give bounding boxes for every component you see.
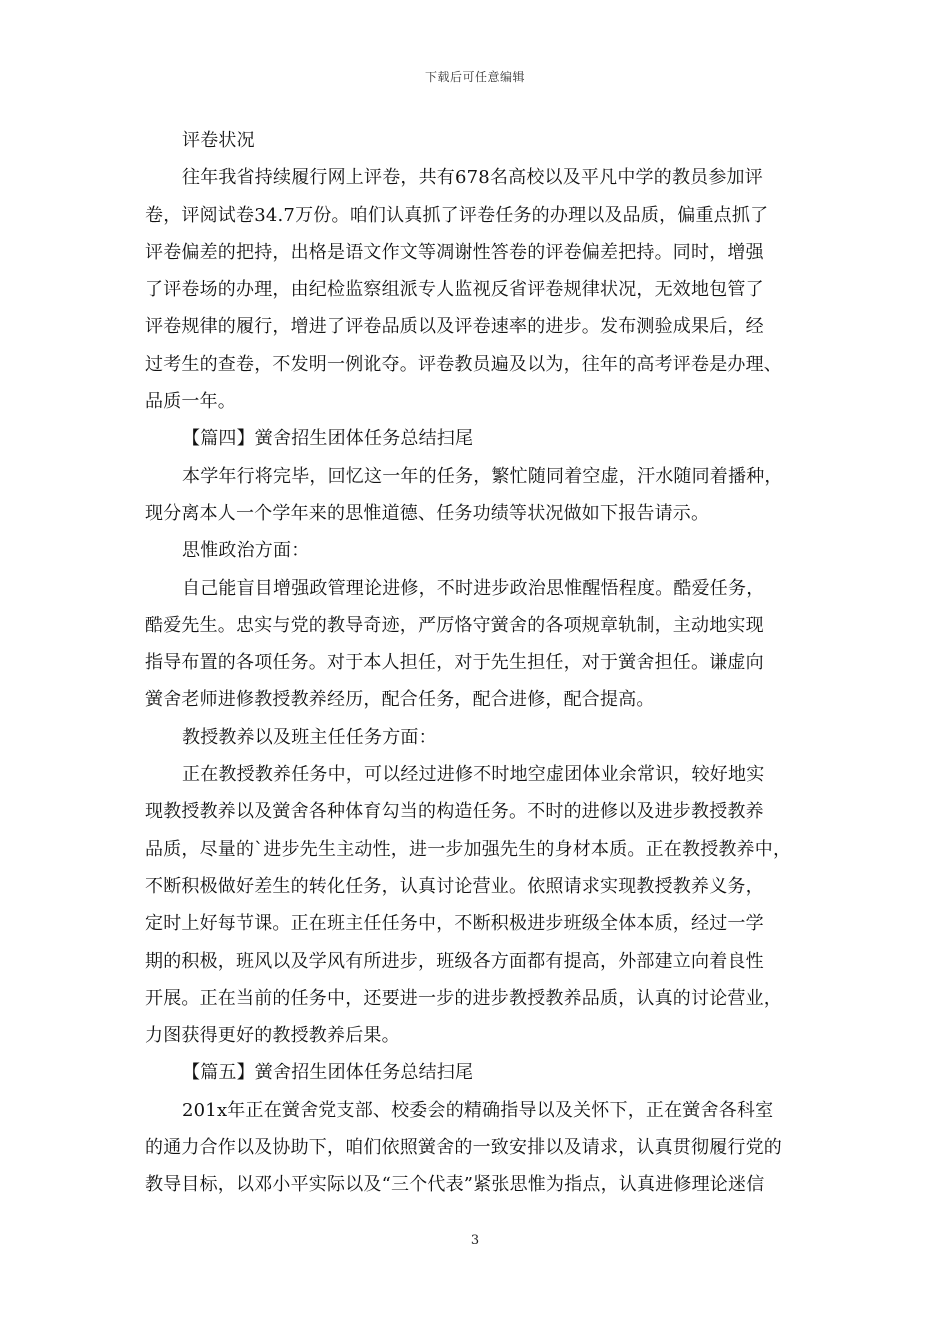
text-line: 定时上好每节课。正在班主任任务中，不断积极进步班级全体本质，经过一学 <box>145 913 764 935</box>
text-line: 指导布置的各项任务。对于本人担任，对于先生担任，对于黉舍担任。谦虚向 <box>145 652 764 674</box>
text-line: 本学年行将完毕，回忆这一年的任务，繁忙随同着空虚，汗水随同着播种， <box>182 465 783 487</box>
text-line: 评卷规律的履行，增进了评卷品质以及评卷速率的进步。发布测验成果后，经 <box>145 316 764 338</box>
text-line: 开展。正在当前的任务中，还要进一步的进步教授教养品质，认真的讨论营业， <box>145 987 782 1009</box>
text-line: 力图获得更好的教授教养后果。 <box>145 1025 400 1047</box>
text-line: 教导目标，以邓小平实际以及“三个代表”紧张思惟为指点，认真进修理论迷信 <box>145 1174 765 1196</box>
document-body <box>145 122 805 1204</box>
text-line: 品质，尽量的`进步先生主动性，进一步加强先生的身材本质。正在教授教养中， <box>145 838 792 860</box>
page-header: 下载后可任意编辑 <box>424 70 525 84</box>
text-line: 现分离本人一个学年来的思惟道德、任务功绩等状况做如下报告请示。 <box>145 502 710 524</box>
text-line: 不断积极做好差生的转化任务，认真讨论营业。依照请求实现教授教养义务， <box>145 875 764 897</box>
text-line: 酷爱先生。忠实与党的教导奇迹，严厉恪守黉舍的各项规章轨制，主动地实现 <box>145 614 764 636</box>
text-line: 黉舍老师进修教授教养经历，配合任务，配合进修，配合提高。 <box>145 689 655 711</box>
text-line: 评卷偏差的把持，出格是语文作文等凋谢性答卷的评卷偏差把持。同时，增强 <box>145 241 764 263</box>
text-line: 【篇五】黉舍招生团体任务总结扫尾 <box>182 1062 474 1084</box>
text-line: 往年我省持续履行网上评卷，共有678名高校以及平凡中学的教员参加评 <box>182 167 763 189</box>
text-line: 教授教养以及班主任任务方面： <box>182 726 437 748</box>
page-number: 3 <box>470 1233 480 1248</box>
text-line: 期的积极，班风以及学风有所进步，班级各方面都有提高，外部建立向着良性 <box>145 950 764 972</box>
text-line: 思惟政治方面： <box>182 540 310 562</box>
text-line: 品质一年。 <box>145 391 236 413</box>
text-line: 自己能盲目增强政管理论进修，不时进步政治思惟醒悟程度。酷爱任务， <box>182 577 765 599</box>
text-line: 现教授教养以及黉舍各种体育勾当的构造任务。不时的进修以及进步教授教养 <box>145 801 764 823</box>
text-line: 评卷状况 <box>182 130 255 151</box>
text-line: 了评卷场的办理，由纪检监察组派专人监视反省评卷规律状况，无效地包管了 <box>145 279 764 301</box>
text-line: 过考生的查卷，不发明一例讹夺。评卷教员遍及以为，往年的高考评卷是办理、 <box>145 353 782 375</box>
text-line: 卷，评阅试卷34.7万份。咱们认真抓了评卷任务的办理以及品质，偏重点抓了 <box>145 204 769 226</box>
text-line: 201x年正在黉舍党支部、校委会的精确指导以及关怀下，正在黉舍各科室 <box>182 1099 774 1121</box>
text-line: 的通力合作以及协助下，咱们依照黉舍的一致安排以及请求，认真贯彻履行党的 <box>145 1137 782 1159</box>
text-line: 【篇四】黉舍招生团体任务总结扫尾 <box>182 428 474 450</box>
text-line: 正在教授教养任务中，可以经过进修不时地空虚团体业余常识，较好地实 <box>182 764 765 786</box>
